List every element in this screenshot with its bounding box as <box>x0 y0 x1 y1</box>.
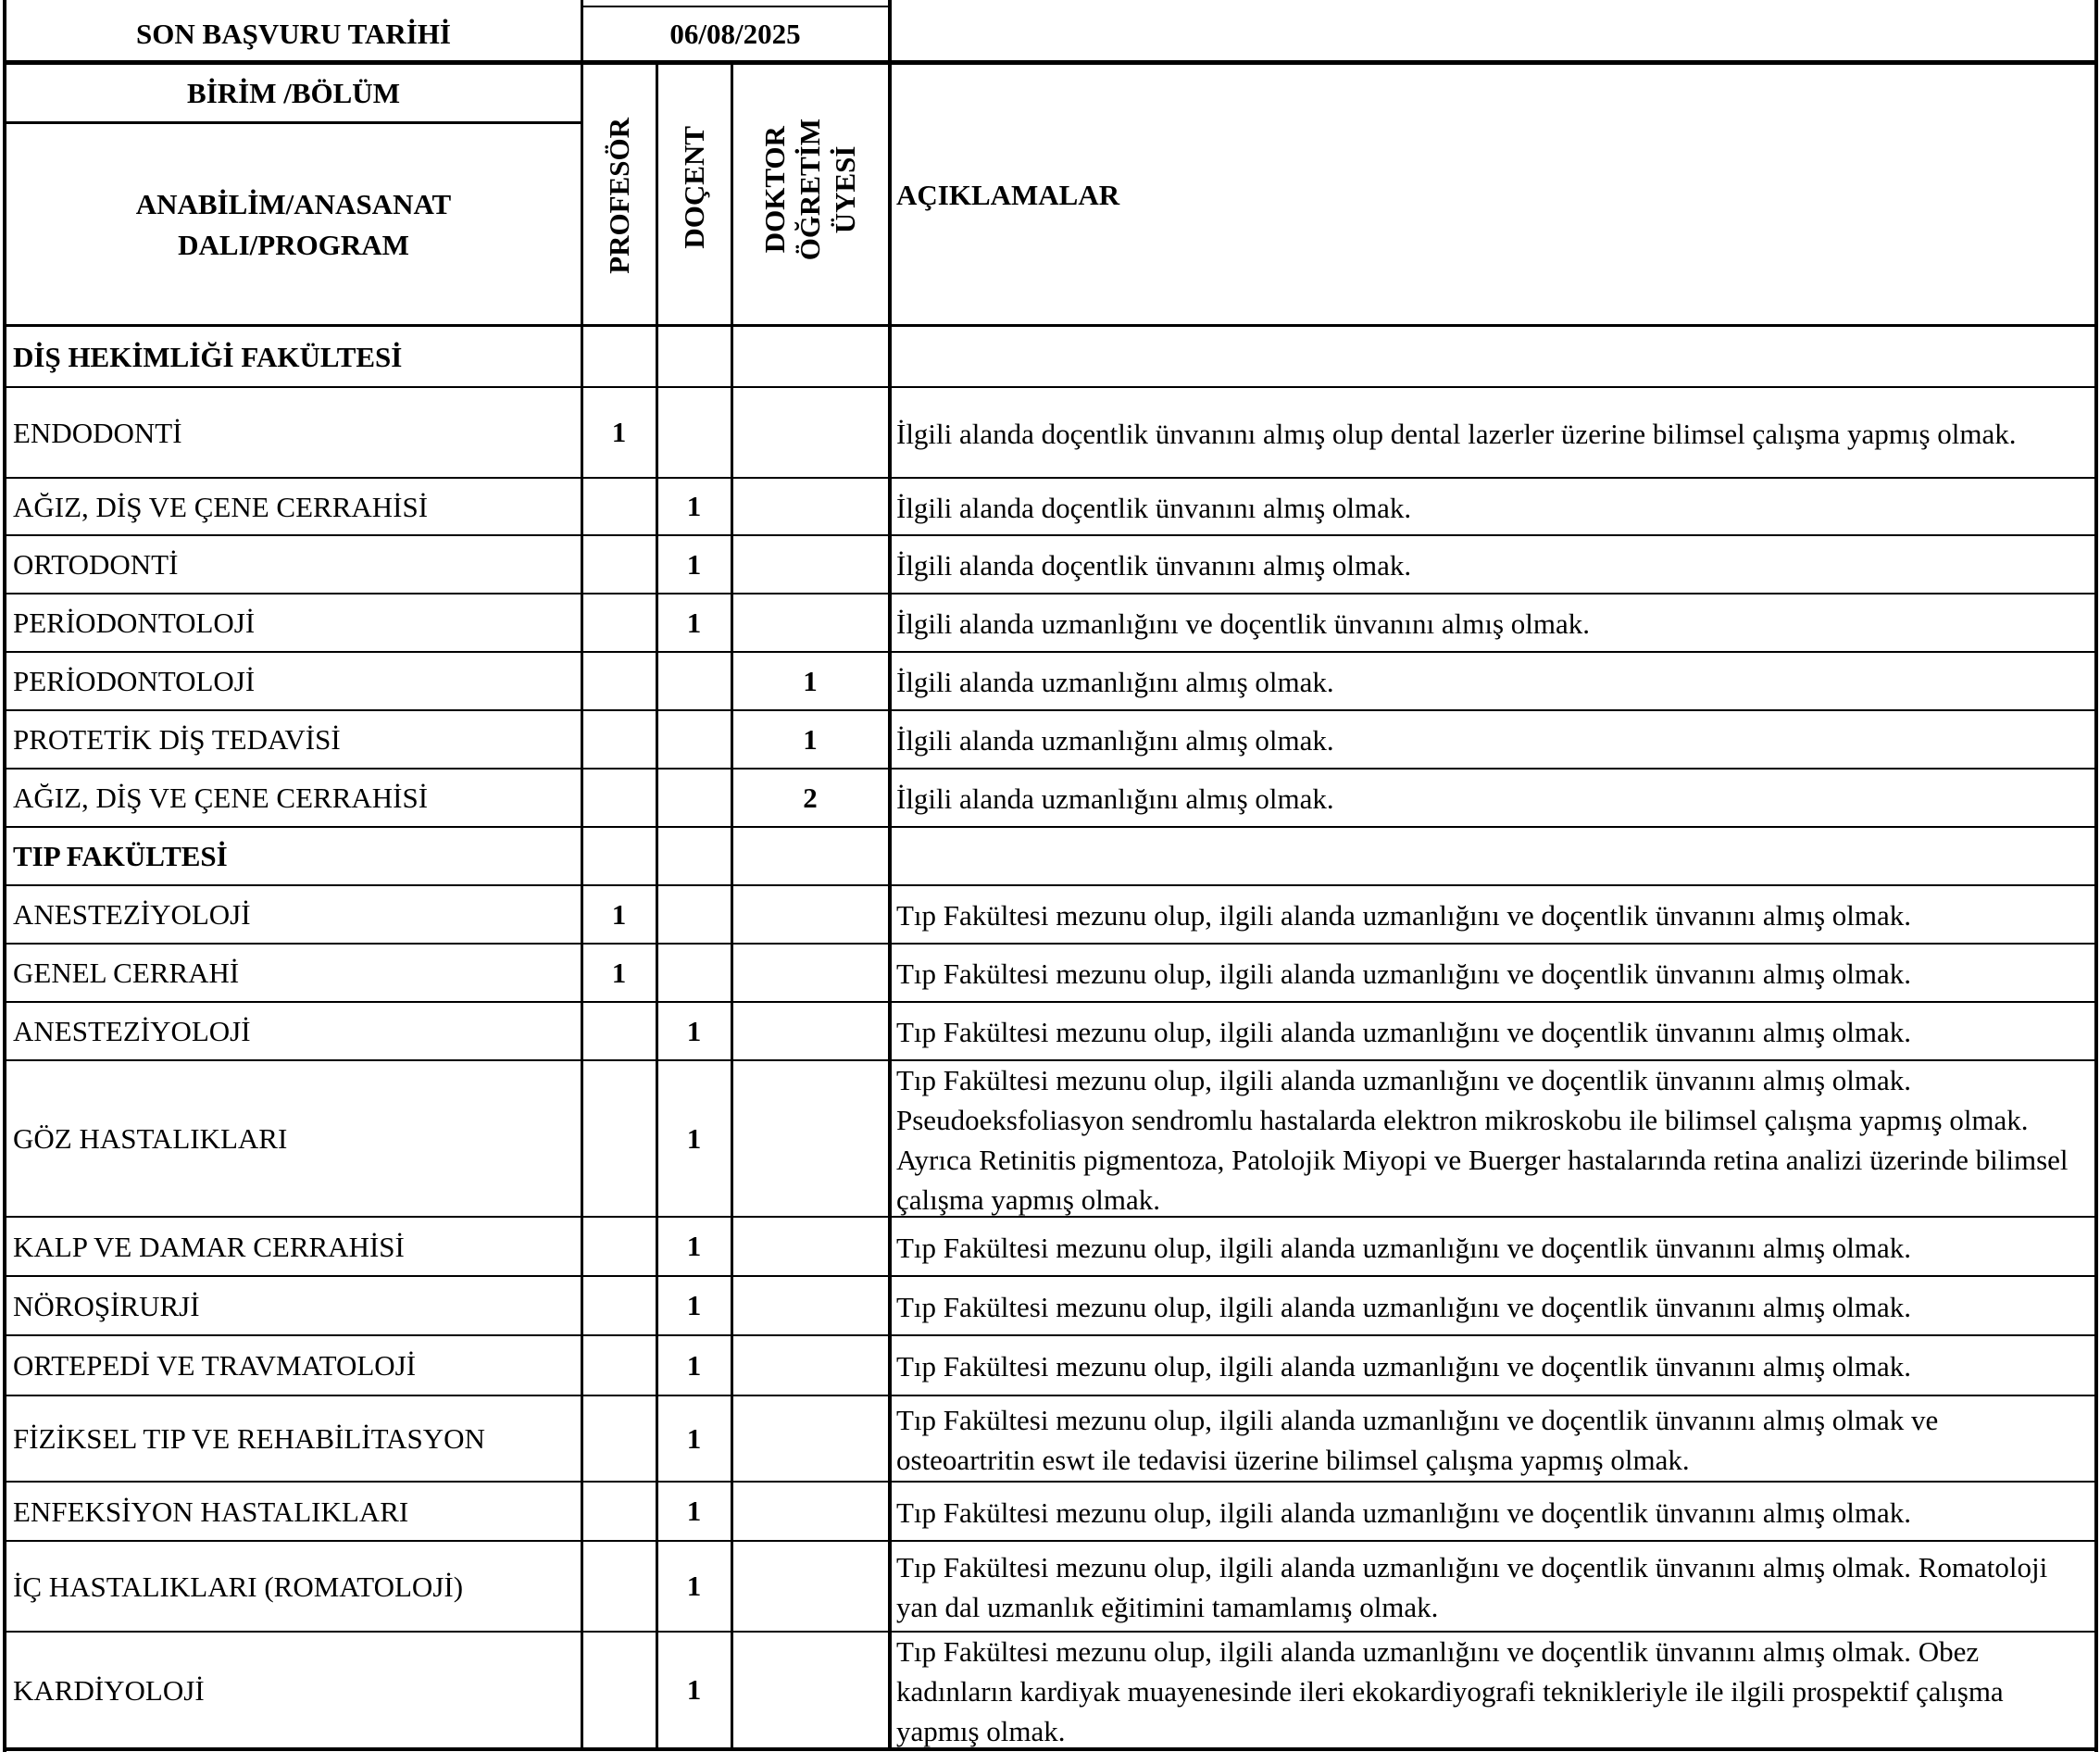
hline-row-separator <box>3 826 2098 828</box>
row-professor-count <box>581 478 656 535</box>
row-notes: Tıp Fakültesi mezunu olup, ilgili alanda uzmanlığını ve doçentlik ünvanını almış olmak. <box>896 1290 1911 1323</box>
row-notes: Tıp Fakültesi mezunu olup, ilgili alanda uzmanlığını ve doçentlik ünvanını almış olmak ve osteoartritin eswt ile tedavisi üzerine bilimsel çalışma yapmış olmak. <box>896 1403 1939 1476</box>
row-assistant-count: 2 <box>803 781 818 814</box>
row-department-name: FİZİKSEL TIP VE REHABİLİTASYON <box>13 1422 485 1455</box>
row-professor-count <box>581 1632 656 1748</box>
row-assistant-count <box>731 1482 889 1541</box>
row-department-name: KARDİYOLOJİ <box>13 1673 205 1707</box>
row-assistant-count <box>731 535 889 594</box>
unit-label: BİRİM /BÖLÜM <box>187 77 400 109</box>
row-professor-count <box>581 769 656 827</box>
row-professor-count: 1 <box>611 416 627 448</box>
col-header-assistant <box>731 65 889 326</box>
col-header-associate <box>656 65 731 326</box>
row-assistant-count <box>731 1276 889 1335</box>
row-department-name: AĞIZ, DİŞ VE ÇENE CERRAHİSİ <box>13 490 429 523</box>
row-assistant-count <box>731 1217 889 1276</box>
row-department-name: ORTODONTİ <box>13 548 179 581</box>
row-associate-count <box>656 387 731 478</box>
hline-row-separator <box>3 943 2098 945</box>
row-department-name: PERİODONTOLOJİ <box>13 665 256 697</box>
hline-row-separator <box>3 1631 2098 1633</box>
col-header-notes: AÇIKLAMALAR <box>896 179 1120 211</box>
hline-row-separator <box>3 1275 2098 1277</box>
row-department-name: ANESTEZİYOLOJİ <box>13 898 251 931</box>
vline-doc-dou <box>731 63 733 1750</box>
row-associate-count: 1 <box>686 490 702 522</box>
row-professor-count <box>581 535 656 594</box>
row-associate-count <box>656 652 731 710</box>
row-notes: İlgili alanda uzmanlığını almış olmak. <box>896 782 1334 815</box>
hline-row-separator <box>3 768 2098 770</box>
hline-row-separator <box>3 1481 2098 1483</box>
row-department-name: KALP VE DAMAR CERRAHİSİ <box>13 1230 405 1263</box>
row-department-name: AĞIZ, DİŞ VE ÇENE CERRAHİSİ <box>13 782 429 814</box>
section-title: TIP FAKÜLTESİ <box>13 840 228 872</box>
row-department-name: İÇ HASTALIKLARI (ROMATOLOJİ) <box>13 1570 464 1603</box>
row-department-name: ENDODONTİ <box>13 416 182 449</box>
border-bottom <box>3 1747 2098 1751</box>
row-department-name: NÖROŞİRURJİ <box>13 1289 200 1322</box>
row-assistant-count <box>731 944 889 1002</box>
row-notes: Tıp Fakültesi mezunu olup, ilgili alanda uzmanlığını ve doçentlik ünvanını almış olmak. <box>896 1016 1911 1048</box>
row-notes: İlgili alanda uzmanlığını almış olmak. <box>896 666 1334 698</box>
row-associate-count: 1 <box>686 1121 702 1155</box>
row-assistant-count <box>731 594 889 652</box>
row-associate-count: 1 <box>686 1230 702 1262</box>
row-notes: Tıp Fakültesi mezunu olup, ilgili alanda uzmanlığını ve doçentlik ünvanını almış olmak. Obez kadınların kardiyak muayenesinde ileri ekokardiyografi teknikleriyle ile ilgili prospektif çalışma yapmış olmak. <box>896 1634 2004 1747</box>
row-professor-count <box>581 1002 656 1060</box>
row-notes: İlgili alanda uzmanlığını almış olmak. <box>896 724 1334 757</box>
vline-prof-doc <box>656 63 658 1750</box>
border-left <box>3 0 6 1752</box>
row-notes: İlgili alanda doçentlik ünvanını almış olup dental lazerler üzerine bilimsel çalışma yapmış olmak. <box>896 417 2017 450</box>
row-notes: İlgili alanda uzmanlığını ve doçentlik ünvanını almış olmak. <box>896 607 1590 640</box>
row-notes: Tıp Fakültesi mezunu olup, ilgili alanda uzmanlığını ve doçentlik ünvanını almış olmak. <box>896 1231 1911 1264</box>
row-notes: Tıp Fakültesi mezunu olup, ilgili alanda uzmanlığını ve doçentlik ünvanını almış olmak. <box>896 1495 1911 1529</box>
hline-header-bottom <box>3 324 2098 327</box>
row-assistant-count: 1 <box>803 664 818 697</box>
row-associate-count: 1 <box>686 606 702 639</box>
row-notes: İlgili alanda doçentlik ünvanını almış olmak. <box>896 549 1412 582</box>
deadline-label: SON BAŞVURU TARİHİ <box>136 18 451 50</box>
row-professor-count <box>581 652 656 710</box>
hline-row-separator <box>3 651 2098 653</box>
row-notes: Tıp Fakültesi mezunu olup, ilgili alanda uzmanlığını ve doçentlik ünvanını almış olmak. Pseudoeksfoliasyon sendromlu hastalarda elektron mikroskobu ile bilimsel çalışma yapmış olmak. Ayrıca Retinitis pigmentoza, Patolojik Miyopi ve Buerger hastalarında retina analizi üzerinde bilimsel çalışma yapmış olmak. <box>896 1063 2069 1216</box>
row-professor-count <box>581 1395 656 1482</box>
row-notes: İlgili alanda doçentlik ünvanını almış olmak. <box>896 491 1412 524</box>
row-notes: Tıp Fakültesi mezunu olup, ilgili alanda uzmanlığını ve doçentlik ünvanını almış olmak. <box>896 1350 1911 1383</box>
row-assistant-count: 1 <box>803 722 818 756</box>
hline-unit-bottom <box>3 121 582 124</box>
row-department-name: ANESTEZİYOLOJİ <box>13 1015 251 1047</box>
hline-row-separator <box>3 1216 2098 1218</box>
row-associate-count: 1 <box>686 1348 702 1382</box>
row-associate-count: 1 <box>686 1421 702 1455</box>
row-notes: Tıp Fakültesi mezunu olup, ilgili alanda uzmanlığını ve doçentlik ünvanını almış olmak. <box>896 957 1911 990</box>
row-department-name: GÖZ HASTALIKLARI <box>13 1122 288 1155</box>
row-associate-count: 1 <box>686 1495 702 1527</box>
vline-notes <box>888 0 892 1750</box>
hline-row-separator <box>3 884 2098 886</box>
row-associate-count: 1 <box>686 547 702 581</box>
row-associate-count: 1 <box>686 1673 702 1706</box>
col-header-professor <box>581 65 656 326</box>
row-department-name: GENEL CERRAHİ <box>13 957 240 989</box>
row-professor-count <box>581 1276 656 1335</box>
row-department-name: ENFEKSİYON HASTALIKLARI <box>13 1495 409 1528</box>
hline-deadline-bottom <box>3 60 2098 65</box>
row-associate-count: 1 <box>686 1014 702 1047</box>
row-professor-count <box>581 1335 656 1395</box>
col-header-assistant-text: DOKTOR ÖĞRETİM ÜYESİ <box>758 119 861 261</box>
row-associate-count: 1 <box>686 1289 702 1321</box>
vline-col1 <box>581 0 583 1750</box>
row-assistant-count <box>731 1002 889 1060</box>
row-professor-count <box>581 1482 656 1541</box>
hline-row-separator <box>3 477 2098 479</box>
hline-row-separator <box>3 1001 2098 1003</box>
row-professor-count <box>581 1217 656 1276</box>
row-assistant-count <box>731 885 889 944</box>
row-professor-count <box>581 594 656 652</box>
row-assistant-count <box>731 387 889 478</box>
row-assistant-count <box>731 1632 889 1748</box>
hline-row-separator <box>3 1395 2098 1396</box>
deadline-value: 06/08/2025 <box>669 18 801 50</box>
row-associate-count: 1 <box>686 1570 702 1602</box>
row-assistant-count <box>731 1395 889 1482</box>
col-header-associate-text: DOÇENT <box>677 126 710 249</box>
row-professor-count <box>581 710 656 769</box>
row-associate-count <box>656 944 731 1002</box>
hline-row-separator <box>3 709 2098 711</box>
row-assistant-count <box>731 1335 889 1395</box>
hline-row-separator <box>3 1334 2098 1336</box>
border-right <box>2094 0 2098 1752</box>
hline-row-separator <box>3 1540 2098 1542</box>
dept-label: ANABİLİM/ANASANAT DALI/PROGRAM <box>135 188 452 261</box>
row-associate-count <box>656 710 731 769</box>
section-title: DİŞ HEKİMLİĞİ FAKÜLTESİ <box>13 340 403 373</box>
hline-top-stub <box>581 6 891 7</box>
row-department-name: ORTEPEDİ VE TRAVMATOLOJİ <box>13 1349 417 1382</box>
row-notes: Tıp Fakültesi mezunu olup, ilgili alanda uzmanlığını ve doçentlik ünvanını almış olmak. Romatoloji yan dal uzmanlık eğitimini tamamlamış olmak. <box>896 1551 2048 1623</box>
row-notes: Tıp Fakültesi mezunu olup, ilgili alanda uzmanlığını ve doçentlik ünvanını almış olmak. <box>896 899 1911 932</box>
row-department-name: PROTETİK DİŞ TEDAVİSİ <box>13 723 341 756</box>
row-assistant-count <box>731 1060 889 1217</box>
hline-row-separator <box>3 1059 2098 1061</box>
col-header-professor-text: PROFESÖR <box>602 117 635 274</box>
row-associate-count <box>656 885 731 944</box>
row-assistant-count <box>731 478 889 535</box>
row-professor-count: 1 <box>611 956 627 989</box>
row-associate-count <box>656 769 731 827</box>
row-professor-count: 1 <box>611 897 627 931</box>
hline-row-separator <box>3 593 2098 594</box>
hline-row-separator <box>3 534 2098 536</box>
row-professor-count <box>581 1060 656 1217</box>
hline-row-separator <box>3 386 2098 388</box>
row-professor-count <box>581 1541 656 1632</box>
row-assistant-count <box>731 1541 889 1632</box>
row-department-name: PERİODONTOLOJİ <box>13 607 256 639</box>
